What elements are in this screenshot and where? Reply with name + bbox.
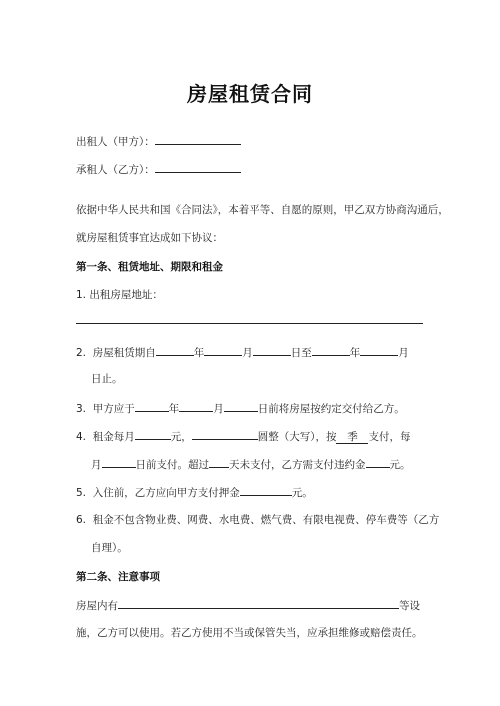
- year-label: 年: [168, 403, 180, 415]
- before-label: 日前支付。超过: [135, 459, 209, 471]
- item-5-deposit: [76, 484, 313, 500]
- intro-line-1: 依据中华人民共和国《合同法》，本着平等、自愿的原则，甲乙双方协商沟通后，: [76, 204, 449, 216]
- month-label: 月: [213, 403, 224, 415]
- payment-period-field[interactable]: 季: [336, 430, 368, 444]
- end-month-blank[interactable]: [360, 344, 398, 356]
- penalty-label: 天未支付，乙方需支付违约金: [229, 459, 366, 471]
- facilities-end-label: 等设: [399, 600, 420, 612]
- year-label: 年: [193, 347, 205, 359]
- start-day-blank[interactable]: [253, 344, 291, 356]
- delivery-year-blank[interactable]: [135, 400, 169, 412]
- item-2-text: 房屋租赁期自: [92, 347, 156, 359]
- facilities-liability: 施，乙方可以使用。若乙方使用不当或保管失当，应承担维修或赔偿责任。: [76, 627, 423, 639]
- overdue-days-blank[interactable]: [209, 456, 229, 468]
- item-2-number: 2.: [76, 347, 87, 359]
- payment-day-blank[interactable]: [102, 456, 136, 468]
- item-3-tail: 日前将房屋按约定交付给乙方。: [257, 403, 405, 415]
- item-6-fees: [76, 513, 439, 527]
- item-5-number: 5.: [76, 487, 87, 499]
- lessor-blank[interactable]: [155, 133, 241, 145]
- day-to-label: 日至: [290, 347, 312, 359]
- address-blank[interactable]: [76, 323, 423, 324]
- item-4-text: 租金每月: [92, 431, 135, 443]
- item-6-text: 租金不包含物业费、网费、水电费、燃气费、有限电视费、停车费等（乙方: [92, 514, 440, 526]
- intro-line-2: 就房屋租赁事宜达成如下协议：: [76, 232, 223, 244]
- item-1-address: 1. 出租房屋地址：: [76, 289, 163, 301]
- item-6-continued: 自理）。: [91, 542, 128, 554]
- lessee-blank[interactable]: [155, 161, 241, 173]
- end-year-blank[interactable]: [312, 344, 350, 356]
- start-year-blank[interactable]: [156, 344, 194, 356]
- yuan-label: 元，: [170, 431, 192, 443]
- item-2-end: 日止。: [91, 373, 123, 385]
- item-3-number: 3.: [76, 403, 87, 415]
- page-title: 房屋租赁合同: [187, 82, 313, 106]
- facilities-blank[interactable]: [118, 597, 399, 609]
- item-6-number: 6.: [76, 514, 87, 526]
- rent-capital-blank[interactable]: [192, 428, 258, 440]
- item-3-delivery: [76, 400, 405, 416]
- month-label: 月: [398, 347, 409, 359]
- deposit-blank[interactable]: [240, 484, 292, 496]
- pay-label: 支付，每: [368, 431, 411, 443]
- start-month-blank[interactable]: [204, 344, 242, 356]
- month-label: 月: [242, 347, 253, 359]
- item-4-rent: [76, 428, 410, 444]
- article-1-heading: 第一条、租赁地址、期限和租金: [76, 261, 223, 273]
- item-4-number: 4.: [76, 431, 87, 443]
- lessee-line: [76, 161, 241, 177]
- delivery-month-blank[interactable]: [179, 400, 213, 412]
- monthly-rent-blank[interactable]: [135, 428, 171, 440]
- item-4-continued: [91, 456, 411, 472]
- lessee-label: 承租人（乙方）：: [76, 164, 155, 176]
- facilities-label: 房屋内有: [76, 600, 118, 612]
- delivery-day-blank[interactable]: [224, 400, 258, 412]
- lessor-label: 出租人（甲方）：: [76, 136, 155, 148]
- yuan-label: 元。: [291, 487, 313, 499]
- month-label: 月: [91, 459, 102, 471]
- article-2-heading: 第二条、注意事项: [76, 571, 160, 583]
- item-3-text: 甲方应于: [92, 403, 135, 415]
- item-5-text: 入住前，乙方应向甲方支付押金: [92, 487, 240, 499]
- capital-label: 圆整（大写），按: [257, 431, 337, 443]
- penalty-amount-blank[interactable]: [366, 456, 390, 468]
- lessor-line: [76, 133, 241, 149]
- yuan-label: 元。: [389, 459, 411, 471]
- item-2-lease-term: [76, 344, 409, 360]
- facilities-line: [76, 597, 420, 613]
- year-label: 年: [349, 347, 361, 359]
